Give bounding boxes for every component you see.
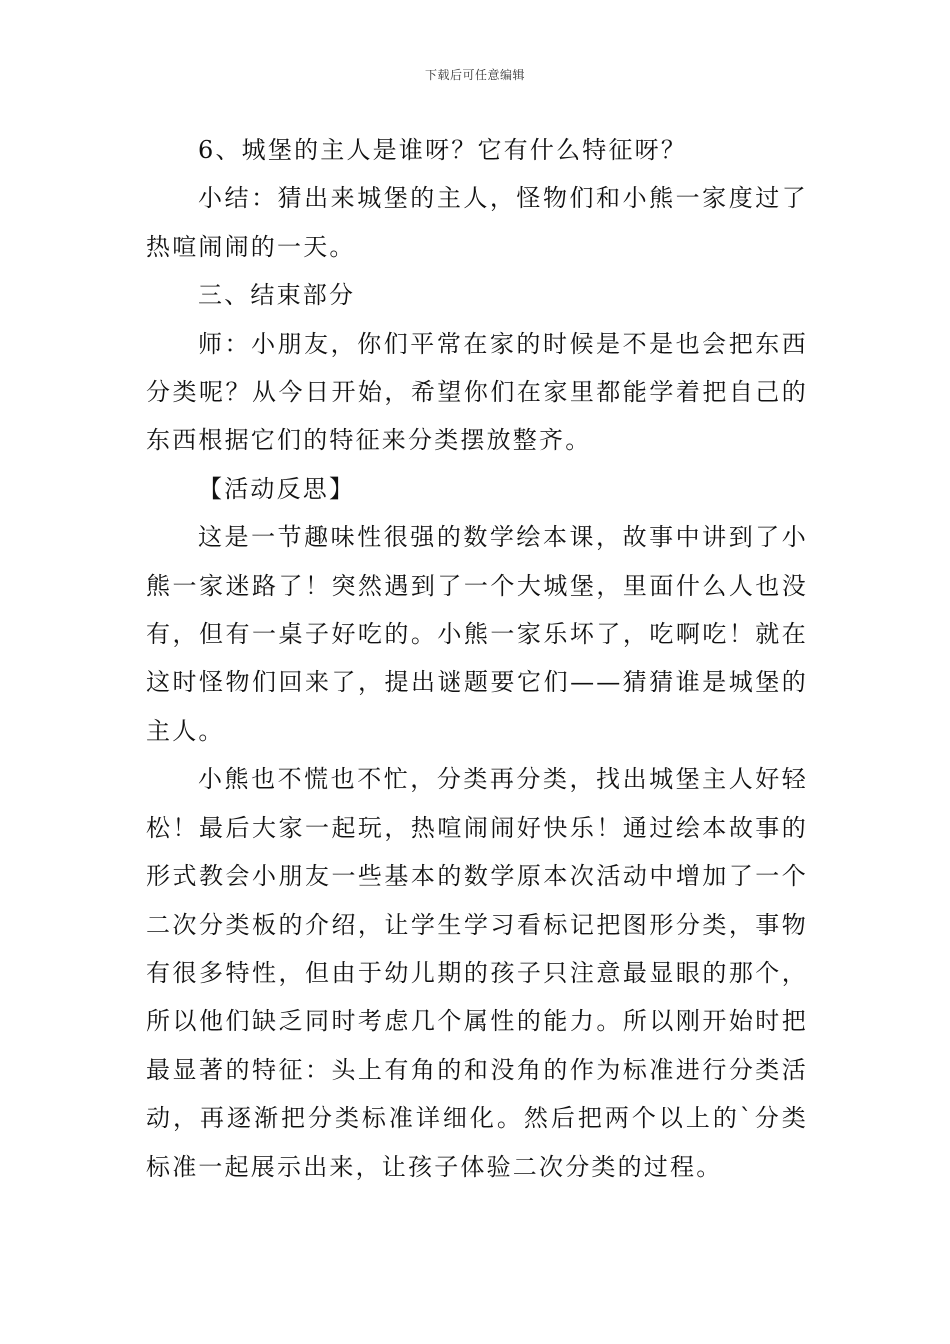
reflection-paragraph-1: 这是一节趣味性很强的数学绘本课，故事中讲到了小熊一家迷路了！突然遇到了一个大城堡，里面什么人也没有，但有一桌子好吃的。小熊一家乐坏了，吃啊吃！就在这时怪物们回来了，提出谜题要它们——猜猜谁是城堡的主人。 — [146, 523, 808, 745]
document-body — [146, 126, 808, 1191]
reflection-paragraph-2: 小熊也不慌也不忙，分类再分类，找出城堡主人好轻松！最后大家一起玩，热喧闹闹好快乐！通过绘本故事的形式教会小朋友一些基本的数学原本次活动中增加了一个二次分类板的介绍，让学生学习看标记把图形分类，事物有很多特性，但由于幼儿期的孩子只注意最显眼的那个，所以他们缺乏同时考虑几个属性的能力。所以刚开始时把最显著的特征：头上有角的和没角的作为标准进行分类活动，再逐渐把分类标准详细化。然后把两个以上的`分类标准一起展示出来，让孩子体验二次分类的过程。 — [146, 765, 808, 1181]
section-heading: 三、结束部分 — [198, 281, 356, 310]
page-header: 下载后可任意编辑 — [424, 68, 525, 82]
reflection-heading: 【活动反思】 — [198, 474, 356, 503]
question-paragraph: 6、城堡的主人是谁呀？它有什么特征呀？ — [198, 136, 688, 164]
teacher-paragraph: 师：小朋友，你们平常在家的时候是不是也会把东西分类呢？从今日开始，希望你们在家里都能学着把自己的东西根据它们的特征来分类摆放整齐。 — [146, 329, 808, 455]
summary-paragraph: 小结：猜出来城堡的主人，怪物们和小熊一家度过了热喧闹闹的一天。 — [146, 184, 808, 261]
